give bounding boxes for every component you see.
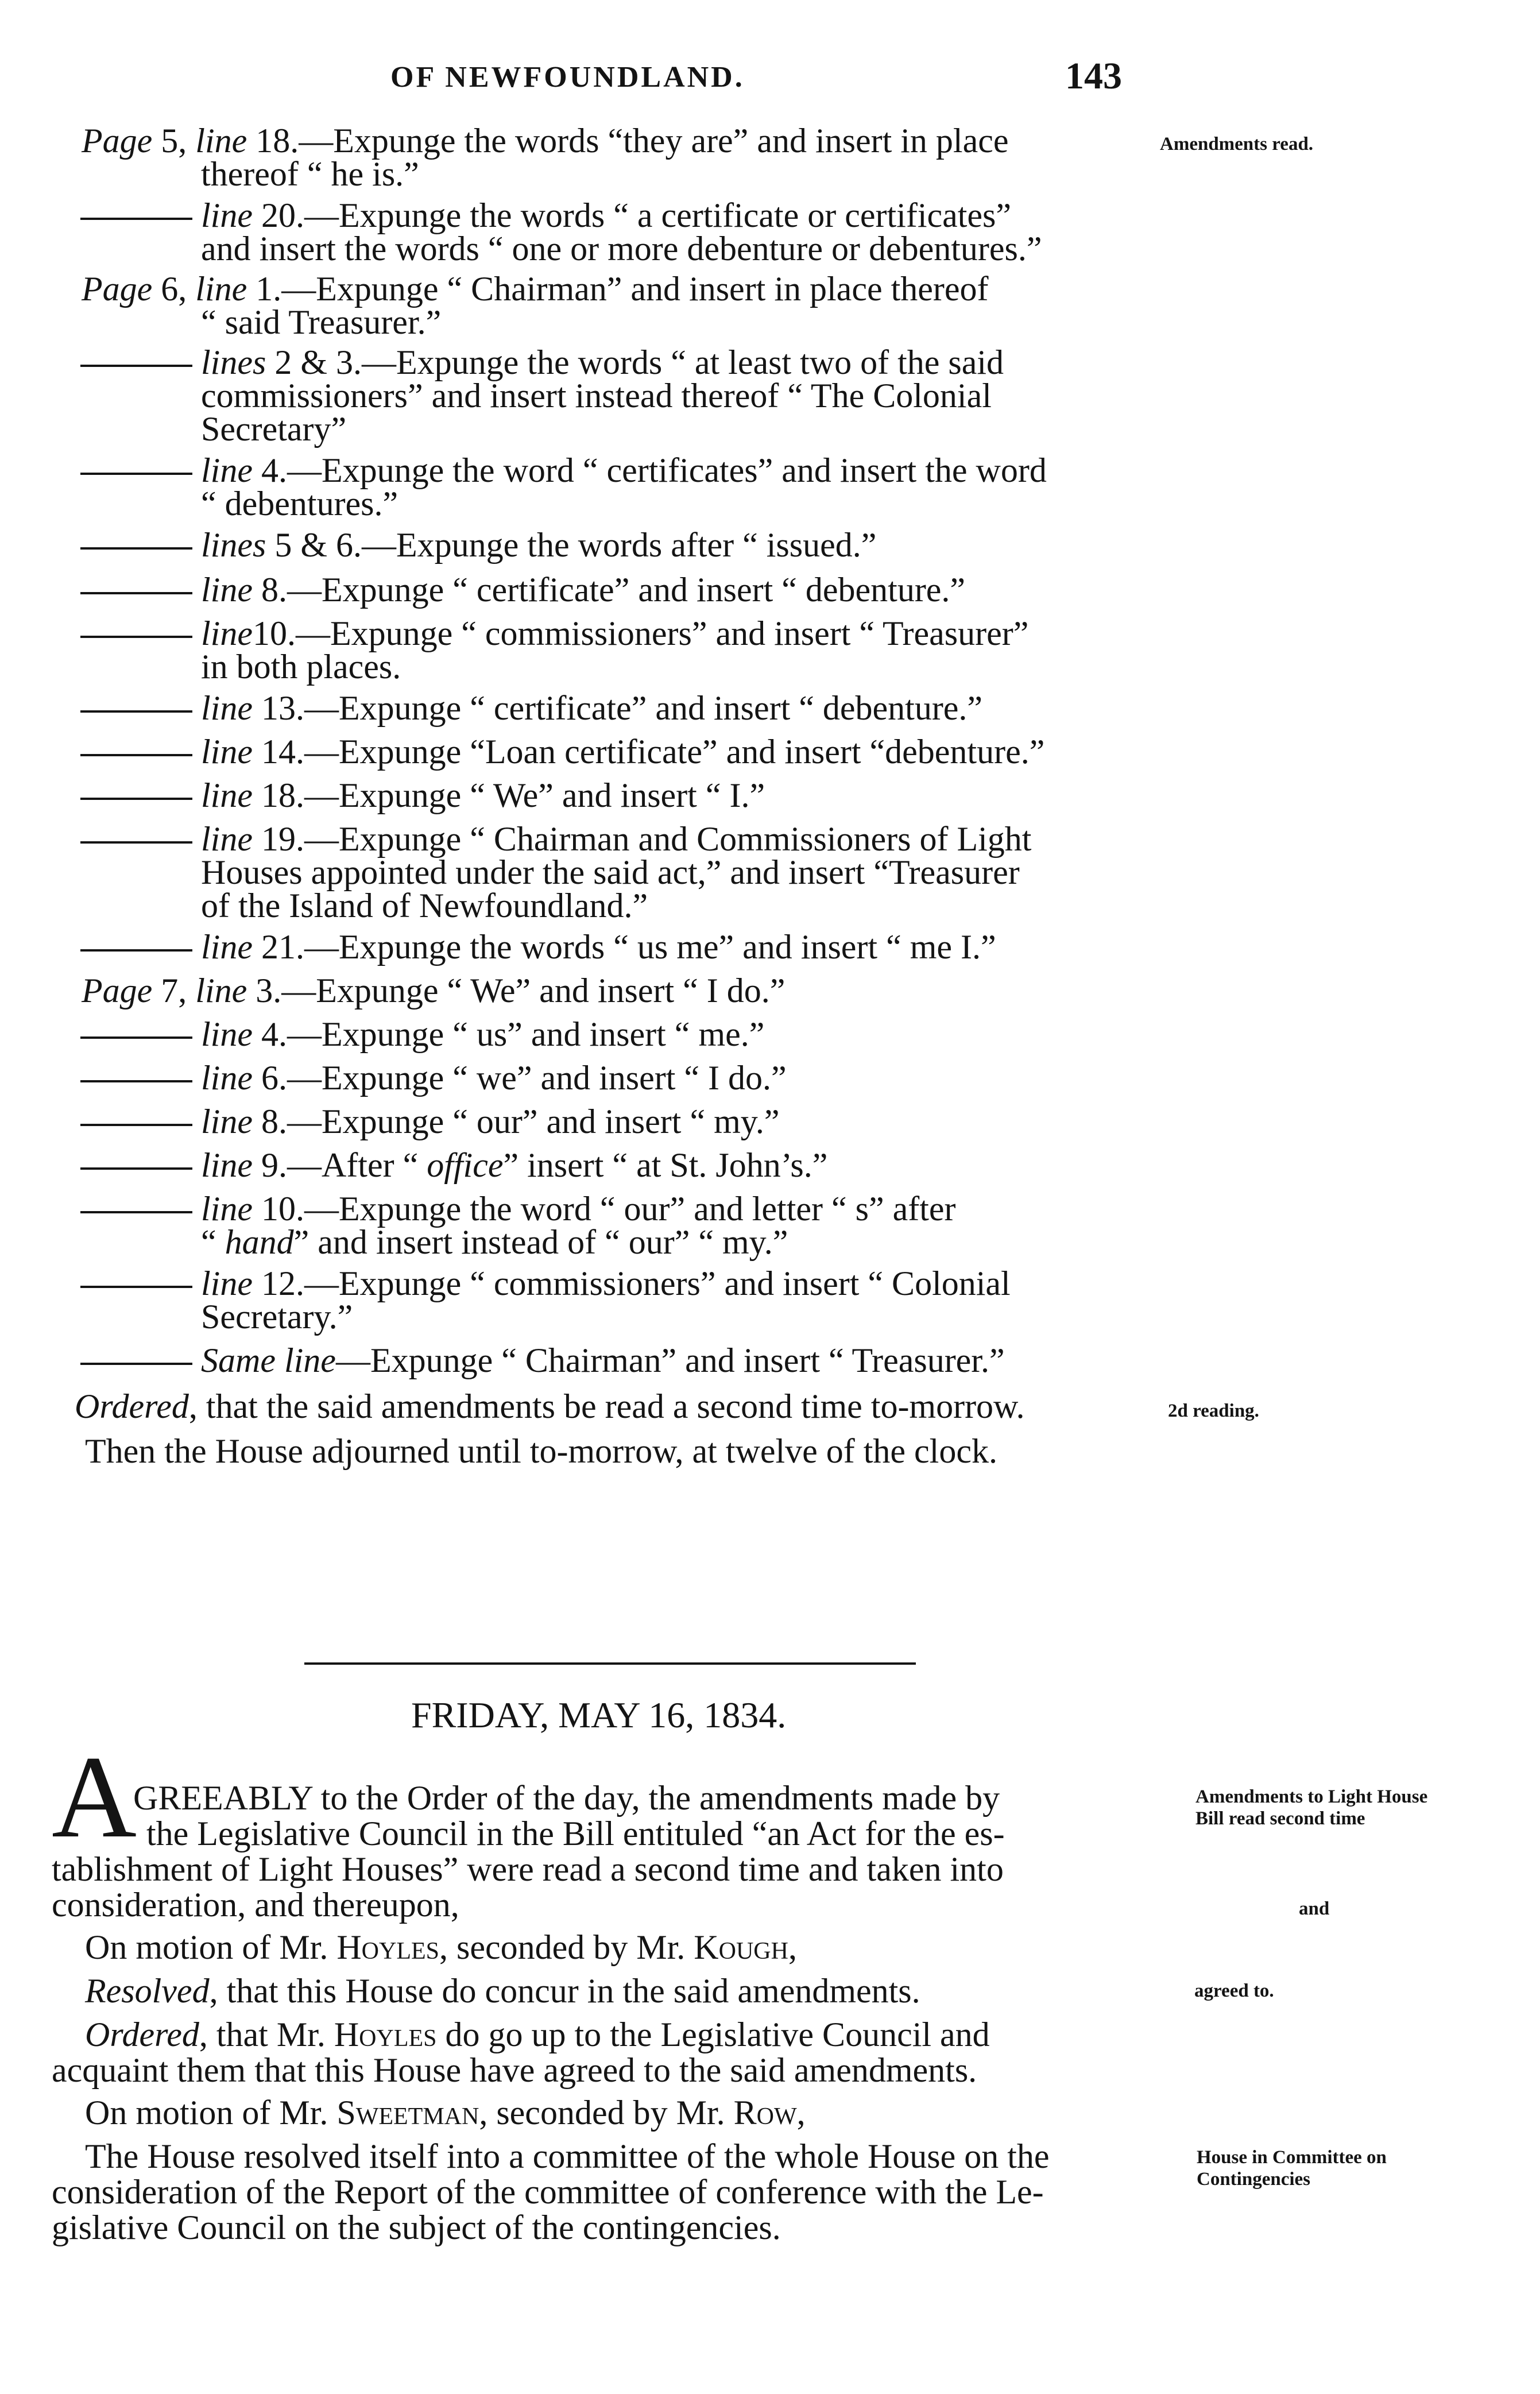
amendment-line: Page 6, line 1.—Expunge “ Chairman” and insert in place thereof [82, 270, 989, 308]
amendment-line: thereof “ he is.” [201, 155, 419, 193]
ditto-dash [80, 592, 192, 594]
section-divider [304, 1662, 916, 1665]
date-heading: FRIDAY, MAY 16, 1834. [411, 1695, 787, 1735]
ditto-dash [80, 218, 192, 220]
amendment-line: “ said Treasurer.” [201, 303, 442, 341]
amendment-line: line 19.—Expunge “ Chairman and Commissioners of Light [80, 820, 1031, 858]
proceedings-line: gislative Council on the subject of the contingencies. [52, 2209, 781, 2246]
margin-note-agreed: agreed to. [1194, 1981, 1274, 2001]
ditto-dash [80, 1124, 192, 1126]
page-number: 143 [1065, 55, 1122, 97]
amendment-line: line 8.—Expunge “ certificate” and insert “ debenture.” [80, 571, 965, 609]
amendment-line: line 13.—Expunge “ certificate” and insert “ debenture.” [80, 689, 982, 727]
amendment-line: in both places. [201, 648, 401, 686]
amendment-line: line 4.—Expunge the word “ certificates” and insert the word [80, 451, 1047, 489]
amendment-line: line 9.—After “ office” insert “ at St. John’s.” [80, 1146, 827, 1184]
amendment-line: commissioners” and insert instead thereof “ The Colonial [201, 377, 992, 415]
proceedings-line: acquaint them that this House have agreed to the said amendments. [52, 2051, 977, 2089]
amendment-line: line 12.—Expunge “ commissioners” and insert “ Colonial [80, 1264, 1011, 1302]
amendment-line: and insert the words “ one or more debenture or debentures.” [201, 230, 1042, 268]
amendment-line: Page 7, line 3.—Expunge “ We” and insert “ I do.” [82, 972, 786, 1010]
ditto-dash [80, 754, 192, 756]
margin-note-second-reading: 2d reading. [1168, 1401, 1259, 1421]
amendment-line: “ debentures.” [201, 485, 398, 523]
proceedings-line: On motion of Mr. Sweetman, seconded by Mr. Row, [85, 2094, 806, 2132]
amendment-line: Secretary” [201, 410, 347, 448]
amendment-line: of the Island of Newfoundland.” [201, 887, 648, 925]
proceedings-line: GREEABLY to the Order of the day, the amendments made by [133, 1779, 1000, 1817]
ditto-dash [80, 1167, 192, 1170]
amendment-line: Same line—Expunge “ Chairman” and insert “ Treasurer.” [80, 1341, 1005, 1379]
ditto-dash [80, 1363, 192, 1365]
ditto-dash [80, 1037, 192, 1039]
ditto-dash [80, 1080, 192, 1082]
amendment-line: lines 5 & 6.—Expunge the words after “ issued.” [80, 526, 876, 564]
amendment-line: line 4.—Expunge “ us” and insert “ me.” [80, 1015, 764, 1053]
ditto-dash [80, 473, 192, 475]
ditto-dash [80, 365, 192, 367]
ditto-dash [80, 841, 192, 844]
amendment-line: line 14.—Expunge “Loan certificate” and insert “debenture.” [80, 733, 1044, 771]
amendment-line: Secretary.” [201, 1298, 353, 1336]
proceedings-line: On motion of Mr. Hoyles, seconded by Mr. Kough, [85, 1928, 797, 1966]
amendment-line: lines 2 & 3.—Expunge the words “ at least two of the said [80, 343, 1004, 381]
running-title: OF NEWFOUNDLAND. [390, 61, 745, 94]
proceedings-line: The House resolved itself into a committee of the whole House on the [85, 2137, 1050, 2175]
margin-note-amendments-read: Amendments read. [1160, 134, 1314, 154]
amendment-line: “ hand” and insert instead of “ our” “ my.” [201, 1223, 788, 1261]
amendment-line: line 18.—Expunge “ We” and insert “ I.” [80, 776, 765, 814]
amendment-line: line 8.—Expunge “ our” and insert “ my.” [80, 1103, 779, 1140]
amendment-line: Page 5, line 18.—Expunge the words “they are” and insert in place [82, 122, 1009, 160]
amendment-line: line 20.—Expunge the words “ a certificate or certificates” [80, 196, 1011, 234]
proceedings-line: tablishment of Light Houses” were read a second time and taken into [52, 1850, 1004, 1888]
ordered-line: Ordered, that the said amendments be read a second time to-morrow. [75, 1387, 1025, 1425]
amendment-line: line 10.—Expunge the word “ our” and letter “ s” after [80, 1190, 956, 1228]
margin-note-and: and [1299, 1898, 1330, 1919]
ditto-dash [80, 547, 192, 550]
ditto-dash [80, 1286, 192, 1288]
proceedings-line: the Legislative Council in the Bill entituled “an Act for the es- [146, 1815, 1005, 1852]
proceedings-line: Ordered, that Mr. Hoyles do go up to the Legislative Council and [85, 2016, 990, 2053]
proceedings-line: consideration, and thereupon, [52, 1886, 459, 1924]
margin-note-light-house-bill: Amendments to Light House Bill read second time [1195, 1786, 1428, 1829]
ditto-dash [80, 710, 192, 713]
amendment-line: line10.—Expunge “ commissioners” and insert “ Treasurer” [80, 614, 1028, 652]
ditto-dash [80, 636, 192, 638]
proceedings-line: consideration of the Report of the committee of conference with the Le- [52, 2173, 1044, 2211]
margin-note-committee: House in Committee on Contingencies [1197, 2147, 1387, 2190]
amendment-line: Houses appointed under the said act,” and insert “Treasurer [201, 853, 1020, 891]
amendment-line: line 6.—Expunge “ we” and insert “ I do.” [80, 1059, 787, 1097]
ditto-dash [80, 949, 192, 952]
drop-cap: A [52, 1732, 137, 1862]
adjourned-line: Then the House adjourned until to-morrow, at twelve of the clock. [85, 1432, 997, 1470]
ditto-dash [80, 798, 192, 800]
proceedings-line: Resolved, that this House do concur in the said amendments. [85, 1972, 920, 2010]
ditto-dash [80, 1211, 192, 1213]
amendment-line: line 21.—Expunge the words “ us me” and insert “ me I.” [80, 928, 996, 966]
